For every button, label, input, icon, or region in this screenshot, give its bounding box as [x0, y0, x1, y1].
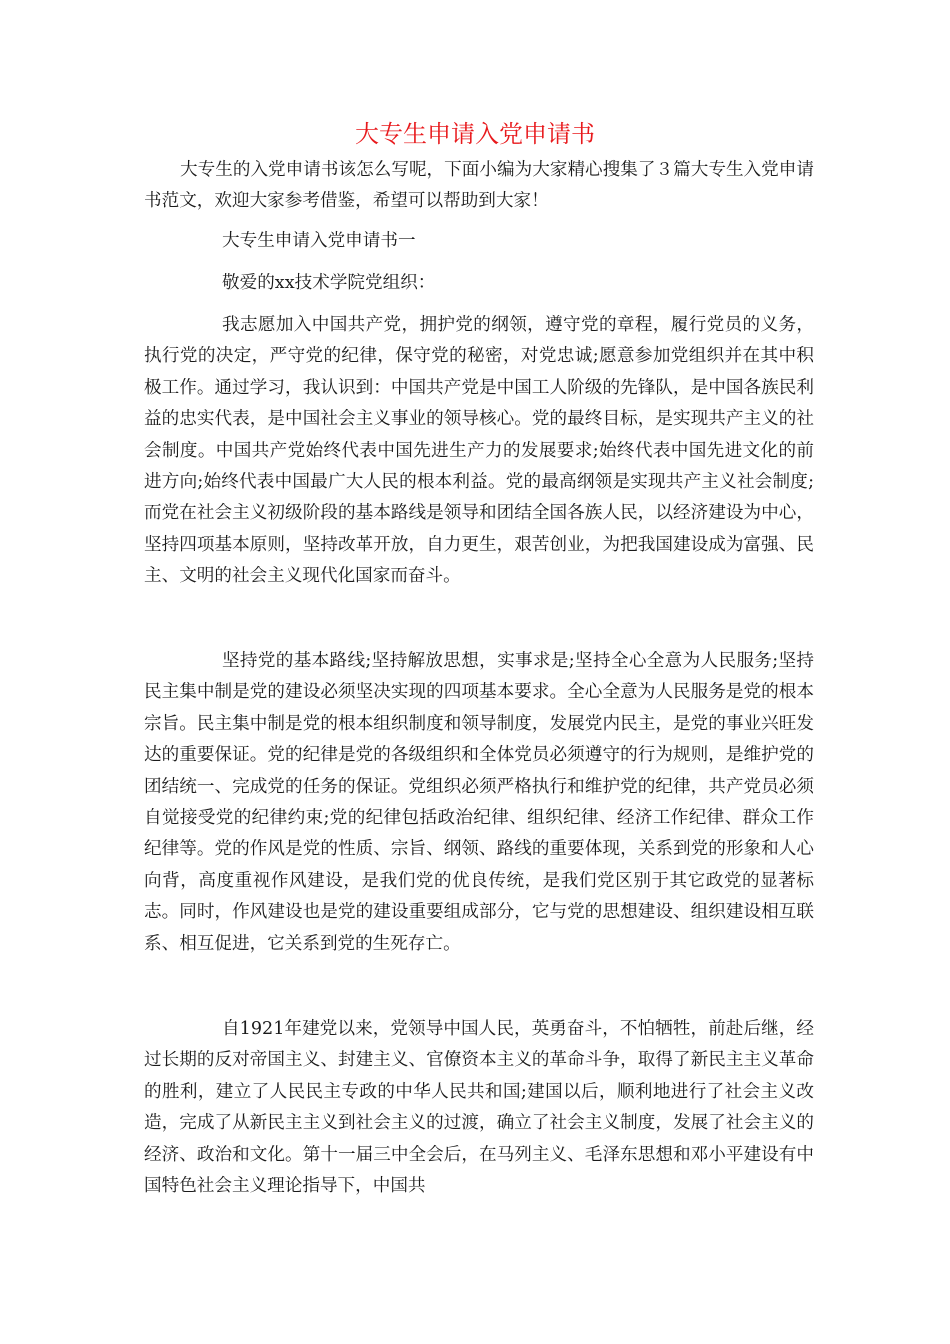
intro-paragraph: 大专生的入党申请书该怎么写呢，下面小编为大家精心搜集了３篇大专生入党申请书范文，欢迎大家参考借鉴，希望可以帮助到大家！ — [144, 160, 814, 212]
salutation: 敬爱的xx技术学院党组织： — [222, 273, 436, 293]
document-title: 大专生申请入党申请书 — [355, 120, 595, 148]
section-subtitle: 大专生申请入党申请书一 — [222, 231, 416, 251]
body-paragraph: 坚持党的基本路线;坚持解放思想，实事求是;坚持全心全意为人民服务;坚持民主集中制是党的建设必须坚决实现的四项基本要求。全心全意为人民服务是党的根本宗旨。民主集中制是党的根本组织制度和领导制度，发展党内民主，是党的事业兴旺发达的重要保证。党的纪律是党的各级组织和全体党员必须遵守的行为规则，是维护党的团结统一、完成党的任务的保证。党组织必须严格执行和维护党的纪律，共产党员必须自觉接受党的纪律约束;党的纪律包括政治纪律、组织纪律、经济工作纪律、群众工作纪律等。党的作风是党的性质、宗旨、纲领、路线的重要体现，关系到党的形象和人心向背，高度重视作风建设，是我们党的优良传统，是我们党区别于其它政党的显著标志。同时，作风建设也是党的建设重要组成部分，它与党的思想建设、组织建设相互联系、相互促进，它关系到党的生死存亡。 — [144, 651, 814, 954]
body-paragraph: 我志愿加入中国共产党，拥护党的纲领，遵守党的章程，履行党员的义务，执行党的决定，严守党的纪律，保守党的秘密，对党忠诚;愿意参加党组织并在其中积极工作。通过学习，我认识到：中国共产党是中国工人阶级的先锋队，是中国各族民利益的忠实代表，是中国社会主义事业的领导核心。党的最终目标，是实现共产主义的社会制度。中国共产党始终代表中国先进生产力的发展要求;始终代表中国先进文化的前进方向;始终代表中国最广大人民的根本利益。党的最高纲领是实现共产主义社会制度;而党在社会主义初级阶段的基本路线是领导和团结全国各族人民，以经济建设为中心，坚持四项基本原则，坚持改革开放，自力更生，艰苦创业，为把我国建设成为富强、民主、文明的社会主义现代化国家而奋斗。 — [144, 315, 814, 587]
body-paragraph: 自1921年建党以来，党领导中国人民，英勇奋斗，不怕牺牲，前赴后继，经过长期的反对帝国主义、封建主义、官僚资本主义的革命斗争，取得了新民主主义革命的胜利，建立了人民民主专政的中华人民共和国;建国以后，顺利地进行了社会主义改造，完成了从新民主主义到社会主义的过渡，确立了社会主义制度，发展了社会主义的经济、政治和文化。第十一届三中全会后，在马列主义、毛泽东思想和邓小平建设有中国特色社会主义理论指导下，中国共 — [144, 1019, 814, 1197]
